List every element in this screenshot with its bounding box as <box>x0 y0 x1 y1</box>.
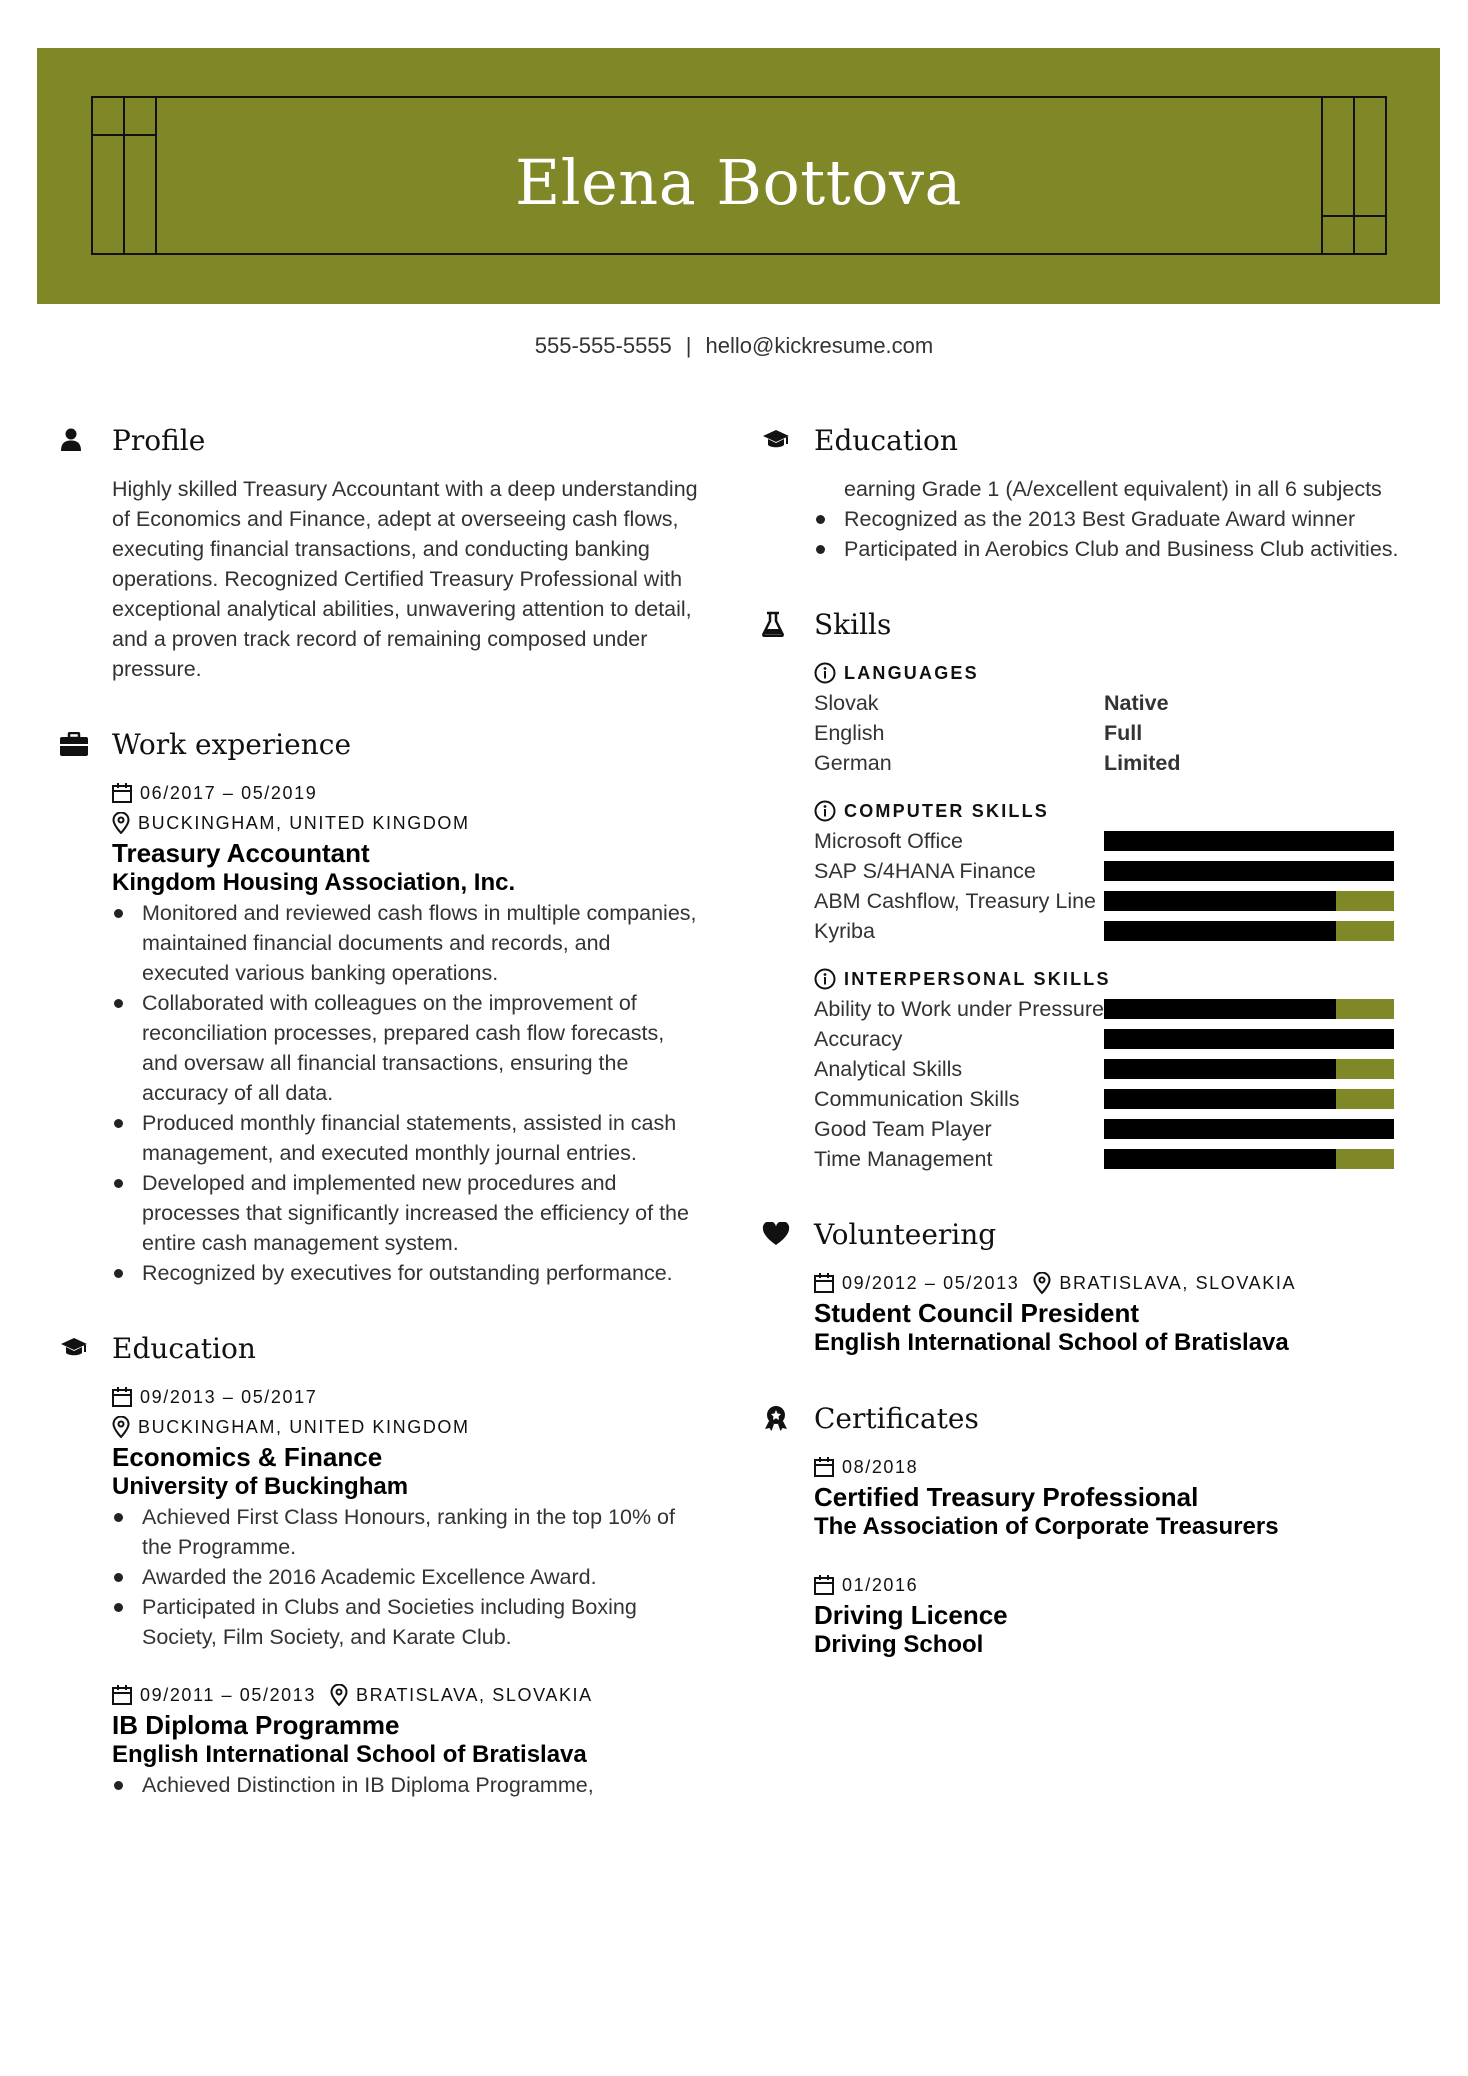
education-dates: 09/2013 – 05/2017 <box>140 1386 318 1407</box>
skill-level-bar <box>1104 1059 1394 1079</box>
education-continued-text: earning Grade 1 (A/excellent equivalent) in all 6 subjects <box>844 477 1382 501</box>
list-item: Produced monthly financial statements, assisted in cash management, and executed monthly journal entries. <box>112 1108 700 1168</box>
left-column <box>60 420 700 1800</box>
language-row <box>814 688 1402 718</box>
skill-level-bar <box>1104 891 1394 911</box>
skill-group-languages: LANGUAGES <box>814 658 1402 688</box>
certificate-date: 01/2016 <box>842 1574 919 1595</box>
graduation-cap-icon <box>762 429 798 451</box>
skill-row <box>814 1144 1402 1174</box>
volunteering-org: English International School of Bratislava <box>814 1329 1289 1356</box>
flask-icon <box>762 611 798 637</box>
education-item <box>60 1680 700 1800</box>
language-name: Slovak <box>814 691 879 715</box>
language-name: German <box>814 751 892 775</box>
work-item <box>60 778 700 1288</box>
list-item: Achieved Distinction in IB Diploma Programme, <box>112 1770 700 1800</box>
phone-number: 555-555-5555 <box>534 333 672 358</box>
job-title: Treasury Accountant <box>112 838 370 868</box>
skill-level-bar <box>1104 1029 1394 1049</box>
map-pin-icon <box>112 1416 130 1438</box>
skill-row <box>814 826 1402 856</box>
section-title: Certificates <box>814 1401 979 1435</box>
education-location: BUCKINGHAM, UNITED KINGDOM <box>138 1416 470 1437</box>
skill-row <box>814 916 1402 946</box>
section-title: Education <box>814 423 958 457</box>
education-bullets <box>112 1502 700 1652</box>
candidate-name: Elena Bottova <box>515 146 962 219</box>
award-icon <box>762 1404 798 1432</box>
school-name: University of Buckingham <box>112 1473 409 1500</box>
skills-section <box>762 604 1402 1174</box>
certificates-section <box>762 1398 1402 1660</box>
company-name: Kingdom Housing Association, Inc. <box>112 869 516 896</box>
list-item: Developed and implemented new procedures and processes that significantly increased the efficiency of the entire cash management system. <box>112 1168 700 1258</box>
degree-title: IB Diploma Programme <box>112 1710 400 1740</box>
list-item: Participated in Aerobics Club and Business Club activities. <box>814 534 1402 564</box>
volunteering-section <box>762 1214 1402 1358</box>
skill-row <box>814 1084 1402 1114</box>
certificate-name: Driving Licence <box>814 1600 1008 1630</box>
map-pin-icon <box>330 1684 348 1706</box>
skill-group-interpersonal: INTERPERSONAL SKILLS <box>814 964 1402 994</box>
calendar-icon <box>814 1575 834 1595</box>
education-continued-section <box>762 420 1402 564</box>
section-title: Work experience <box>112 727 352 761</box>
skill-name: Time Management <box>814 1147 993 1171</box>
school-name: English International School of Bratislava <box>112 1741 587 1768</box>
language-level: Limited <box>1104 751 1181 775</box>
language-row <box>814 748 1402 778</box>
list-item: Recognized as the 2013 Best Graduate Award winner <box>814 504 1402 534</box>
map-pin-icon <box>112 812 130 834</box>
calendar-icon <box>112 783 132 803</box>
certificate-name: Certified Treasury Professional <box>814 1482 1199 1512</box>
skill-level-bar <box>1104 861 1394 881</box>
list-item: Participated in Clubs and Societies including Boxing Society, Film Society, and Karate Club. <box>112 1592 700 1652</box>
list-item: Recognized by executives for outstanding performance. <box>112 1258 700 1288</box>
skill-row <box>814 1114 1402 1144</box>
language-level: Full <box>1104 721 1143 745</box>
calendar-icon <box>112 1685 132 1705</box>
map-pin-icon <box>1033 1272 1051 1294</box>
contact-separator: | <box>685 333 692 358</box>
education-bullets <box>112 1770 700 1800</box>
info-icon <box>814 968 836 990</box>
skill-level-bar <box>1104 1149 1394 1169</box>
certificate-issuer: The Association of Corporate Treasurers <box>814 1513 1279 1540</box>
certificate-date: 08/2018 <box>842 1456 919 1477</box>
skill-name: Communication Skills <box>814 1087 1020 1111</box>
heart-icon <box>762 1222 798 1246</box>
language-name: English <box>814 721 885 745</box>
calendar-icon <box>814 1457 834 1477</box>
contact-line <box>0 333 1468 359</box>
education-dates: 09/2011 – 05/2013 <box>140 1684 317 1705</box>
skill-level-bar <box>1104 1089 1394 1109</box>
language-level: Native <box>1104 691 1169 715</box>
calendar-icon <box>112 1387 132 1407</box>
certificate-issuer: Driving School <box>814 1631 984 1658</box>
briefcase-icon <box>60 732 96 756</box>
skill-name: ABM Cashflow, Treasury Line <box>814 889 1097 913</box>
education-section <box>60 1328 700 1800</box>
language-row <box>814 718 1402 748</box>
skill-row <box>814 886 1402 916</box>
list-item: Achieved First Class Honours, ranking in the top 10% of the Programme. <box>112 1502 700 1562</box>
profile-section <box>60 420 700 684</box>
list-item: Collaborated with colleagues on the improvement of reconciliation processes, prepared cash flow forecasts, and oversaw all financial transactions, ensuring the accuracy of all data. <box>112 988 700 1108</box>
work-bullets <box>112 898 700 1288</box>
certificate-item <box>762 1452 1402 1542</box>
skill-row <box>814 1054 1402 1084</box>
info-icon <box>814 800 836 822</box>
skill-level-bar <box>1104 831 1394 851</box>
right-column <box>762 420 1402 1660</box>
section-title: Volunteering <box>814 1217 997 1251</box>
calendar-icon <box>814 1273 834 1293</box>
skill-name: Good Team Player <box>814 1117 992 1141</box>
volunteering-dates: 09/2012 – 05/2013 <box>842 1272 1020 1293</box>
section-title: Education <box>112 1331 256 1365</box>
volunteering-item <box>762 1268 1402 1358</box>
skill-name: Analytical Skills <box>814 1057 963 1081</box>
skill-name: SAP S/4HANA Finance <box>814 859 1036 883</box>
info-icon <box>814 662 836 684</box>
skill-row <box>814 1024 1402 1054</box>
list-item: Awarded the 2016 Academic Excellence Award. <box>112 1562 700 1592</box>
volunteering-location: BRATISLAVA, SLOVAKIA <box>1059 1272 1297 1293</box>
skill-level-bar <box>1104 999 1394 1019</box>
skill-row <box>814 994 1402 1024</box>
header-banner <box>37 48 1440 304</box>
education-continued-bullets <box>814 504 1402 564</box>
skill-name: Microsoft Office <box>814 829 963 853</box>
work-dates: 06/2017 – 05/2019 <box>140 782 318 803</box>
skill-row <box>814 856 1402 886</box>
work-section <box>60 724 700 1288</box>
profile-text: Highly skilled Treasury Accountant with a deep understanding of Economics and Finance, adept at overseeing cash flows, executing financial transactions, and conducting banking operations. Recognized Certified Treasury Professional with exceptional analytical abilities, unwavering attention to detail, and a proven track record of remaining composed under pressure. <box>112 477 698 681</box>
skill-group-computer: COMPUTER SKILLS <box>814 796 1402 826</box>
person-icon <box>60 428 96 452</box>
degree-title: Economics & Finance <box>112 1442 383 1472</box>
volunteering-role: Student Council President <box>814 1298 1140 1328</box>
skill-name: Ability to Work under Pressure <box>814 997 1104 1021</box>
list-item: Monitored and reviewed cash flows in multiple companies, maintained financial documents and records, and executed various banking operations. <box>112 898 700 988</box>
skill-level-bar <box>1104 1119 1394 1139</box>
skill-name: Accuracy <box>814 1027 903 1051</box>
graduation-cap-icon <box>60 1337 96 1359</box>
section-title: Skills <box>814 607 892 641</box>
skill-level-bar <box>1104 921 1394 941</box>
education-item <box>60 1382 700 1652</box>
skill-name: Kyriba <box>814 919 875 943</box>
certificate-item <box>762 1570 1402 1660</box>
work-location: BUCKINGHAM, UNITED KINGDOM <box>138 812 470 833</box>
email-address: hello@kickresume.com <box>705 333 934 358</box>
education-location: BRATISLAVA, SLOVAKIA <box>356 1684 593 1705</box>
section-title: Profile <box>112 423 206 457</box>
